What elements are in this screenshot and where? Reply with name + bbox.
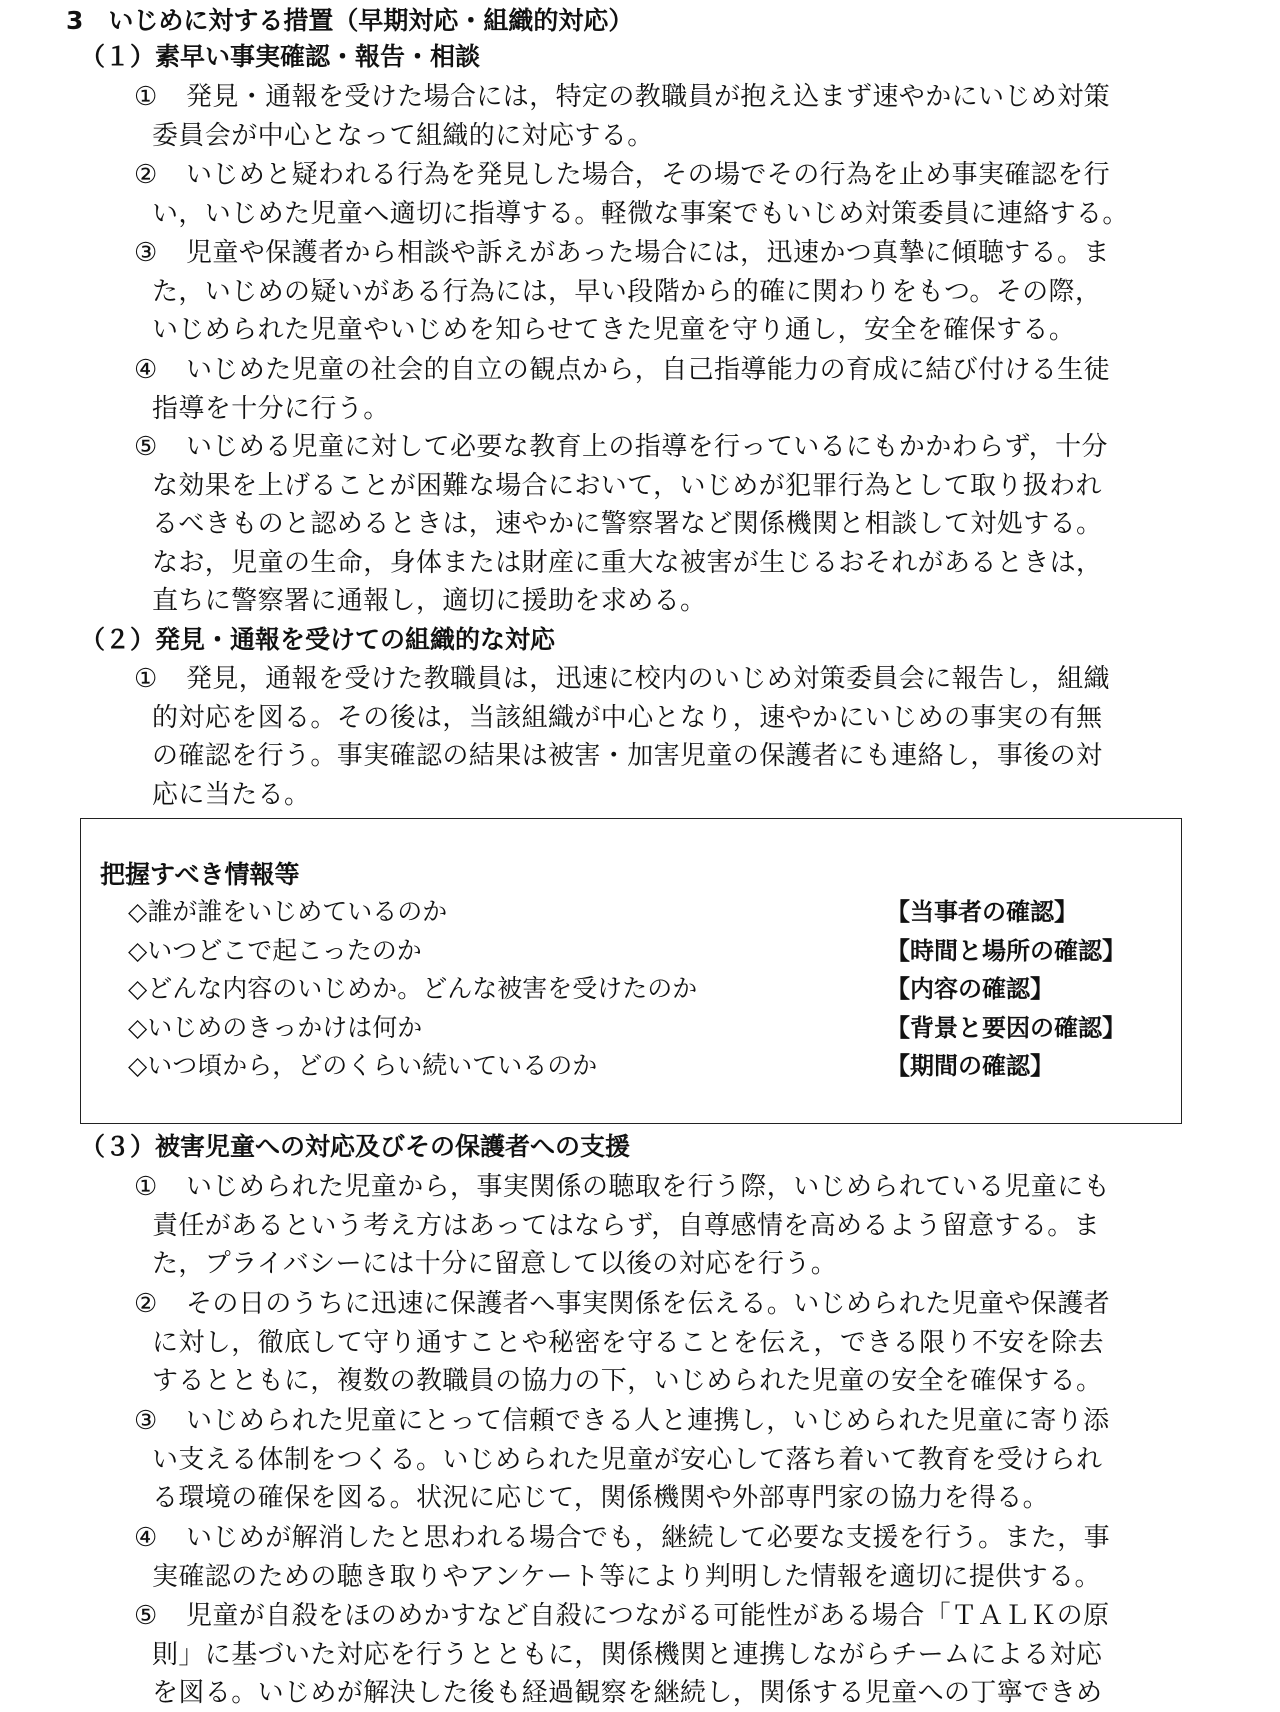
info-item-tag: 【時間と場所の確認】 — [886, 936, 1126, 965]
info-item-text: ◇いつどこで起こったのか — [128, 935, 422, 965]
item-text-line: なお，児童の生命，身体または財産に重大な被害が生じるおそれがあるときは， — [152, 547, 1103, 578]
item-text-line: するとともに，複数の教職員の協力の下，いじめられた児童の安全を確保する。 — [152, 1366, 1103, 1397]
info-item-text: ◇いつ頃から，どのくらい続いているのか — [128, 1051, 598, 1080]
item-number: ④ — [134, 355, 158, 385]
item-text-line: いじめられた児童から，事実関係の聴取を行う際，いじめられている児童にも — [186, 1172, 1111, 1202]
item-text-line: 的対応を図る。その後は，当該組織が中心となり，速やかにいじめの事実の有無 — [152, 702, 1103, 733]
item-text-line: 責任があるという考え方はあってはならず，自尊感情を高めるよう留意する。ま — [152, 1210, 1101, 1241]
item-text-line: その日のうちに迅速に保護者へ事実関係を伝える。いじめられた児童や保護者 — [186, 1289, 1111, 1319]
item-text-line: い支える体制をつくる。いじめられた児童が安心して落ち着いて教育を受けられ — [152, 1444, 1103, 1475]
item-text-line: 委員会が中心となって組織的に対応する。 — [152, 120, 654, 151]
item-text-line: 発見・通報を受けた場合には，特定の教職員が抱え込まず速やかにいじめ対策 — [186, 82, 1111, 112]
item-number: ① — [134, 82, 158, 112]
item-text-line: を図る。いじめが解決した後も経過観察を継続し，関係する児童への丁寧できめ — [152, 1678, 1103, 1709]
item-text-line: 児童が自殺をほのめかすなど自殺につながる可能性がある場合「ＴＡＬＫの原 — [186, 1601, 1110, 1631]
info-item-tag: 【背景と要因の確認】 — [886, 1013, 1126, 1042]
item-text-line: いじめられた児童やいじめを知らせてきた児童を守り通し，安全を確保する。 — [152, 315, 1076, 346]
item-text-line: いじめが解消したと思われる場合でも，継続して必要な支援を行う。また，事 — [186, 1523, 1111, 1553]
item-text-line: いじめた児童の社会的自立の観点から，自己指導能力の育成に結び付ける生徒 — [186, 355, 1111, 385]
item-number: ① — [134, 664, 158, 694]
item-text-line: の確認を行う。事実確認の結果は被害・加害児童の保護者にも連絡し，事後の対 — [152, 741, 1103, 772]
info-item-text: ◇誰が誰をいじめているのか — [128, 897, 448, 926]
item-number: ① — [134, 1172, 158, 1202]
item-text-line: い，いじめた児童へ適切に指導する。軽微な事案でもいじめ対策委員に連絡する。 — [152, 198, 1129, 229]
item-text-line: 直ちに警察署に通報し，適切に援助を求める。 — [152, 586, 707, 617]
info-item-tag: 【当事者の確認】 — [886, 898, 1078, 926]
item-text-line: な効果を上げることが困難な場合において，いじめが犯罪行為として取り扱われ — [152, 470, 1102, 501]
info-item-text: ◇いじめのきっかけは何か — [128, 1012, 423, 1042]
item-text-line: 応に当たる。 — [152, 779, 311, 810]
item-number: ③ — [134, 238, 158, 268]
item-text-line: 児童や保護者から相談や訴えがあった場合には，迅速かつ真摯に傾聴する。ま — [186, 238, 1110, 268]
item-number: ④ — [134, 1523, 158, 1553]
item-text-line: に対し，徹底して守り通すことや秘密を守ることを伝え，できる限り不安を除去 — [152, 1327, 1104, 1358]
item-text-line: る環境の確保を図る。状況に応じて，関係機関や外部専門家の協力を得る。 — [152, 1483, 1050, 1514]
item-text-line: いじめられた児童にとって信頼できる人と連携し，いじめられた児童に寄り添 — [186, 1406, 1110, 1436]
info-item-tag: 【内容の確認】 — [886, 975, 1054, 1003]
info-item-text: ◇どんな内容のいじめか。どんな被害を受けたのか — [128, 974, 698, 1003]
item-text-line: いじめと疑われる行為を発見した場合，その場でその行為を止め事実確認を行 — [186, 160, 1111, 190]
item-text-line: た，いじめの疑いがある行為には，早い段階から的確に関わりをもつ。その際， — [152, 276, 1102, 307]
item-number: ⑤ — [134, 1601, 158, 1631]
section3-title: （３）被害児童への対応及びその保護者への支援 — [80, 1132, 631, 1161]
item-text-line: 指導を十分に行う。 — [152, 393, 390, 424]
info-item-tag: 【期間の確認】 — [886, 1052, 1054, 1080]
info-box-title: 把握すべき情報等 — [100, 860, 300, 889]
item-text-line: るべきものと認めるときは，速やかに警察署など関係機関と相談して対処する。 — [152, 509, 1103, 540]
item-text-line: いじめる児童に対して必要な教育上の指導を行っているにもかかわらず，十分 — [186, 432, 1108, 462]
item-number: ③ — [134, 1406, 158, 1436]
item-text-line: た，プライバシーには十分に留意して以後の対応を行う。 — [152, 1249, 838, 1280]
item-number: ② — [134, 1289, 158, 1319]
item-text-line: 発見，通報を受けた教職員は，迅速に校内のいじめ対策委員会に報告し，組織 — [186, 664, 1111, 694]
item-number: ② — [134, 160, 158, 190]
section1-title: （１）素早い事実確認・報告・相談 — [80, 42, 481, 71]
section2-title: （２）発見・通報を受けての組織的な対応 — [80, 625, 556, 654]
page-heading: 3 いじめに対する措置（早期対応・組織的対応） — [66, 6, 634, 35]
item-text-line: 実確認のための聴き取りやアンケート等により判明した情報を適切に提供する。 — [152, 1561, 1101, 1592]
item-number: ⑤ — [134, 432, 158, 462]
item-text-line: 則」に基づいた対応を行うとともに，関係機関と連携しながらチームによる対応 — [152, 1639, 1103, 1670]
